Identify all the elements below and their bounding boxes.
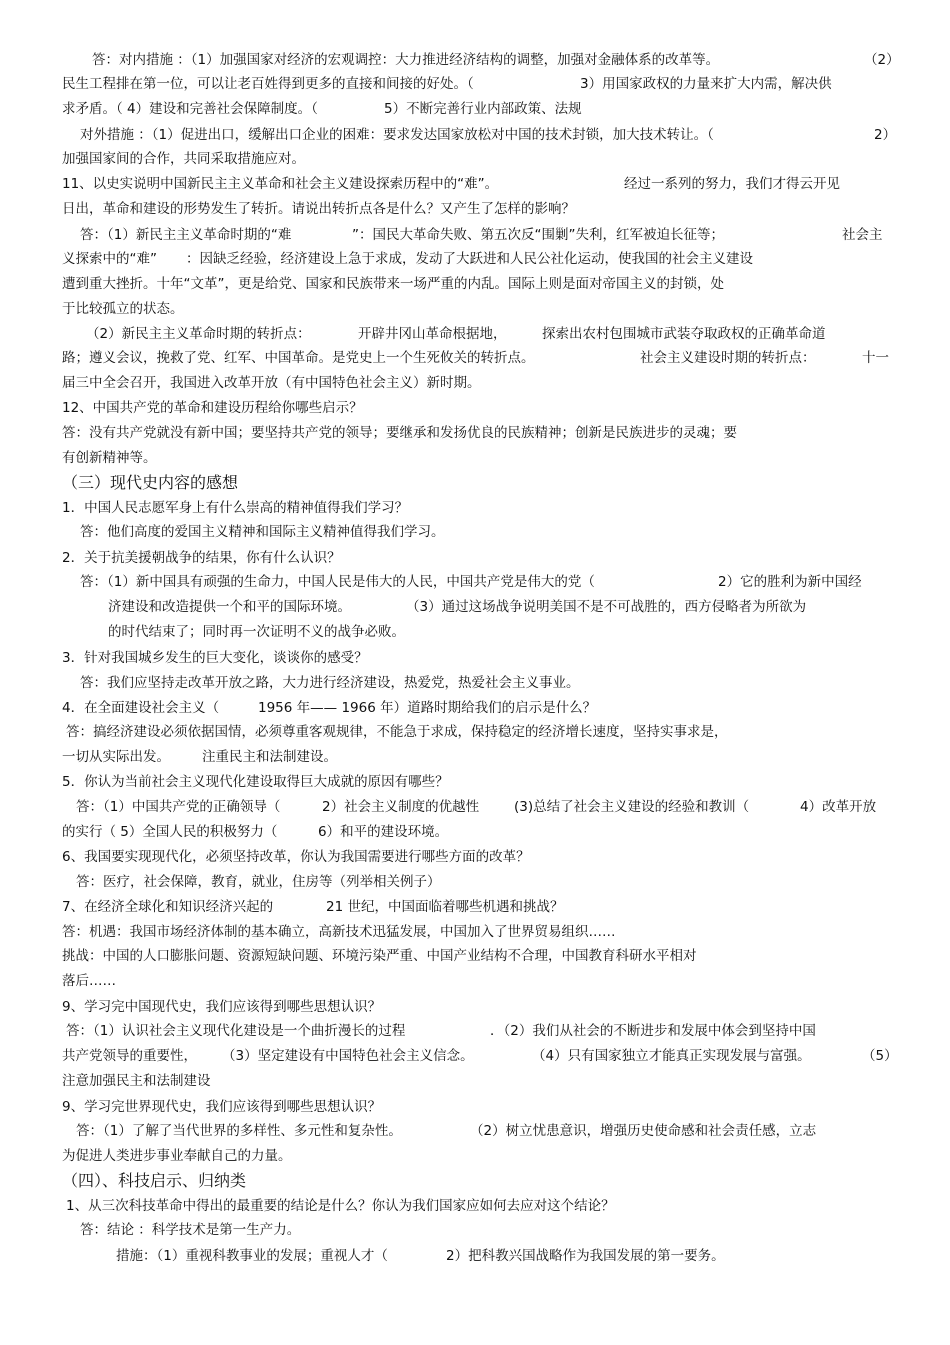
text-line — [62, 1046, 197, 1066]
text-line — [640, 348, 816, 368]
text-span: 1、从三次科技革命中得出的最重要的结论是什么？你认为我们国家应如何去应对这个结论？ — [66, 1198, 615, 1214]
text-span: 2）它的胜利为新中国经 — [718, 574, 862, 590]
text-line — [62, 922, 616, 942]
text-span: 经过一系列的努力，我们才得云开见 — [624, 176, 840, 192]
text-line — [62, 99, 318, 119]
question-9 — [62, 997, 381, 1017]
text-span: 答：对内措施 ：（1）加强国家对经济的宏观调控：大力推进经济结构的调整，加强对金融体系的改革等。 — [92, 52, 720, 68]
text-span: 答：（1）新中国具有顽强的生命力，中国人民是伟大的人民，中国共产党是伟大的党（ — [80, 574, 595, 590]
text-line — [62, 448, 157, 468]
question-4 — [62, 698, 219, 718]
text-line — [62, 199, 575, 219]
text-span: 遭到重大挫折。十年“文革”，更是给党、国家和民族带来一场严重的内乱。国际上则是面对帝国主义的封锁，处 — [62, 276, 724, 292]
text-span: 的实行（ 5）全国人民的积极努力（ — [62, 824, 278, 840]
text-span: 3）用国家政权的力量来扩大内需，解决供 — [580, 76, 832, 92]
text-line — [864, 50, 900, 70]
text-line — [92, 50, 719, 70]
text-span: 答：他们高度的爱国主义精神和国际主义精神值得我们学习。 — [80, 524, 445, 540]
text-span: 4）改革开放 — [800, 799, 877, 815]
text-span: 3．针对我国城乡发生的巨大变化，谈谈你的感受？ — [62, 650, 368, 666]
text-span: （2） — [864, 52, 900, 68]
question-5 — [62, 772, 449, 792]
question-9-world — [62, 1097, 381, 1117]
text-span: 6、我国要实现现代化，必须坚持改革，你认为我国需要进行哪些方面的改革？ — [62, 849, 530, 865]
text-line — [76, 797, 280, 817]
text-span: 有创新精神等。 — [62, 450, 157, 466]
text-span: （5） — [862, 1048, 898, 1064]
section-heading — [62, 1170, 246, 1190]
text-span: 21 世纪，中国面临着哪些机遇和挑战？ — [326, 899, 564, 915]
text-line — [108, 597, 351, 617]
text-span: 注意加强民主和法制建设 — [62, 1073, 211, 1089]
text-line — [352, 225, 724, 245]
text-span: 5）不断完善行业内部政策、法规 — [384, 101, 582, 117]
text-line — [318, 822, 448, 842]
text-line — [62, 348, 535, 368]
text-line — [62, 822, 277, 842]
text-line — [86, 324, 311, 344]
text-line — [358, 324, 507, 344]
text-span: 2）社会主义制度的优越性 — [322, 799, 480, 815]
text-line — [532, 1046, 811, 1066]
text-span: 1．中国人民志愿军身上有什么崇高的精神值得我们学习？ — [62, 500, 409, 516]
text-span: （3）通过这场战争说明美国不是不可战胜的，西方侵略者为所欲为 — [406, 599, 807, 615]
text-line — [186, 249, 753, 269]
text-line — [862, 348, 889, 368]
text-line — [62, 946, 697, 966]
text-span: 2）把科教兴国战略作为我国发展的第一要务。 — [446, 1248, 725, 1264]
text-line — [514, 797, 749, 817]
text-line — [874, 125, 896, 145]
text-span: 答：没有共产党就没有新中国；要坚持共产党的领导；要继承和发扬优良的民族精神；创新是民族进步的灵魂；要 — [62, 425, 737, 441]
text-span: 民生工程排在第一位，可以让老百姓得到更多的直接和间接的好处。（ — [62, 76, 474, 92]
question-k1 — [66, 1196, 615, 1216]
text-line — [624, 174, 840, 194]
text-span: 济建设和改造提供一个和平的国际环境。 — [108, 599, 351, 615]
text-line — [322, 797, 479, 817]
text-line — [66, 1021, 405, 1041]
text-line — [62, 747, 170, 767]
text-line — [446, 1246, 725, 1266]
text-line — [718, 572, 862, 592]
text-line — [62, 249, 157, 269]
text-line — [862, 1046, 898, 1066]
text-line — [62, 373, 481, 393]
text-span: 于比较孤立的状态。 — [62, 301, 184, 317]
text-line — [842, 225, 883, 245]
text-line — [116, 1246, 388, 1266]
text-span: 12、中国共产党的革命和建设历程给你哪些启示？ — [62, 400, 363, 416]
text-line — [80, 673, 580, 693]
text-line — [258, 698, 596, 718]
section-heading — [62, 472, 238, 492]
text-line — [80, 1220, 300, 1240]
text-span: 落后…… — [62, 973, 116, 989]
text-line — [62, 971, 116, 991]
text-span: 答：机遇：我国市场经济体制的基本确立，高新技术迅猛发展，中国加入了世界贸易组织…… — [62, 924, 616, 940]
text-span: （三）现代史内容的感想 — [62, 473, 239, 492]
text-line — [76, 872, 441, 892]
text-span: 求矛盾。（ 4）建设和完善社会保障制度。（ — [62, 101, 318, 117]
text-span: 9、学习完世界现代史，我们应该得到哪些思想认识？ — [62, 1099, 382, 1115]
text-span: （2）树立忧患意识，增强历史使命感和社会责任感，立志 — [470, 1123, 817, 1139]
text-line — [80, 572, 595, 592]
text-span: 日出，革命和建设的形势发生了转折。请说出转折点各是什么？又产生了怎样的影响？ — [62, 201, 575, 217]
text-span: (3)总结了社会主义建设的经验和教训（ — [514, 799, 750, 815]
text-span: 答：（1）了解了当代世界的多样性、多元性和复杂性。 — [76, 1123, 402, 1139]
text-span: 路；遵义会议，挽救了党、红军、中国革命。是党史上一个生死攸关的转折点。 — [62, 350, 535, 366]
text-line — [384, 99, 582, 119]
text-span: （2）新民主主义革命时期的转折点： — [86, 326, 311, 342]
text-span: 答：搞经济建设必须依据国情，必须尊重客观规律，不能急于求成，保持稳定的经济增长速度，坚持实事求是， — [66, 724, 728, 740]
text-line — [406, 597, 806, 617]
text-span: 6）和平的建设环境。 — [318, 824, 449, 840]
text-span: 届三中全会召开，我国进入改革开放（有中国特色社会主义）新时期。 — [62, 375, 481, 391]
text-line — [470, 1121, 816, 1141]
text-span: 加强国家间的合作，共同采取措施应对。 — [62, 151, 305, 167]
text-line — [202, 747, 337, 767]
question-2 — [62, 548, 341, 568]
text-span: 9、学习完中国现代史，我们应该得到哪些思想认识？ — [62, 999, 382, 1015]
text-span: 十一 — [862, 350, 889, 366]
question-7 — [62, 897, 273, 917]
text-line — [62, 299, 184, 319]
text-span: 为促进人类进步事业奉献自己的力量。 — [62, 1148, 292, 1164]
text-line — [62, 423, 737, 443]
text-line — [80, 125, 714, 145]
text-line — [326, 897, 563, 917]
question-1 — [62, 498, 408, 518]
text-span: 答：（1）新民主主义革命时期的“难 — [80, 227, 292, 243]
text-span: 的时代结束了；同时再一次证明不义的战争必败。 — [108, 624, 405, 640]
text-span: 答：（1）中国共产党的正确领导（ — [76, 799, 281, 815]
text-span: 开辟井冈山革命根据地， — [358, 326, 507, 342]
text-line — [66, 722, 728, 742]
text-line — [62, 149, 305, 169]
question-12 — [62, 398, 363, 418]
question-11 — [62, 174, 498, 194]
text-line — [62, 1146, 292, 1166]
text-span: 共产党领导的重要性， — [62, 1048, 197, 1064]
text-span: 答：医疗，社会保障，教育，就业，住房等（列举相关例子） — [76, 874, 441, 890]
text-span: 答：结论 ：科学技术是第一生产力。 — [80, 1222, 301, 1238]
text-span: 7、在经济全球化和知识经济兴起的 — [62, 899, 274, 915]
text-span: 措施：（1）重视科教事业的发展；重视人才（ — [116, 1248, 388, 1264]
question-3 — [62, 648, 368, 668]
text-span: 义探索中的“难” — [62, 251, 157, 267]
text-line — [62, 1071, 211, 1091]
text-span: 答：我们应坚持走改革开放之路，大力进行经济建设，热爱党，热爱社会主义事业。 — [80, 675, 580, 691]
text-line — [62, 274, 724, 294]
text-span: （3）坚定建设有中国特色社会主义信念。 — [222, 1048, 474, 1064]
text-line — [542, 324, 826, 344]
text-span: 社会主 — [842, 227, 883, 243]
text-span: 4．在全面建设社会主义（ — [62, 700, 220, 716]
text-line — [222, 1046, 474, 1066]
text-span: 2） — [874, 127, 897, 143]
text-span: 注重民主和法制建设。 — [202, 749, 337, 765]
text-line — [76, 1121, 402, 1141]
text-span: ”：国民大革命失败、第五次反“围剿”失利，红军被迫长征等； — [352, 227, 724, 243]
text-span: 挑战：中国的人口膨胀问题、资源短缺问题、环境污染严重、中国产业结构不合理，中国教育科研水平相对 — [62, 948, 697, 964]
text-line — [490, 1021, 816, 1041]
text-span: 探索出农村包围城市武装夺取政权的正确革命道 — [542, 326, 826, 342]
text-span: ：因缺乏经验，经济建设上急于求成，发动了大跃进和人民公社化运动，使我国的社会主义建设 — [186, 251, 753, 267]
text-line — [62, 74, 474, 94]
text-span: （4）只有国家独立才能真正实现发展与富强。 — [532, 1048, 811, 1064]
text-span: 5．你认为当前社会主义现代化建设取得巨大成就的原因有哪些？ — [62, 774, 449, 790]
text-line — [80, 522, 445, 542]
text-span: （四）、科技启示、归纳类 — [62, 1171, 247, 1190]
text-span: 对外措施 ：（1）促进出口，缓解出口企业的困难：要求发达国家放松对中国的技术封锁，加大技术转让。（ — [80, 127, 714, 143]
text-line — [80, 225, 291, 245]
text-span: 2．关于抗美援朝战争的结果，你有什么认识？ — [62, 550, 341, 566]
text-line — [580, 74, 832, 94]
text-span: 答：（1）认识社会主义现代化建设是一个曲折漫长的过程 — [66, 1023, 406, 1039]
text-line — [108, 622, 405, 642]
text-span: 1956 年—— 1966 年）道路时期给我们的启示是什么？ — [258, 700, 597, 716]
question-6 — [62, 847, 530, 867]
text-span: 11、以史实说明中国新民主主义革命和社会主义建设探索历程中的“难”。 — [62, 176, 499, 192]
text-line — [800, 797, 876, 817]
text-span: 社会主义建设时期的转折点： — [640, 350, 816, 366]
text-span: ．（2）我们从社会的不断进步和发展中体会到坚持中国 — [490, 1023, 816, 1039]
text-span: 一切从实际出发。 — [62, 749, 170, 765]
